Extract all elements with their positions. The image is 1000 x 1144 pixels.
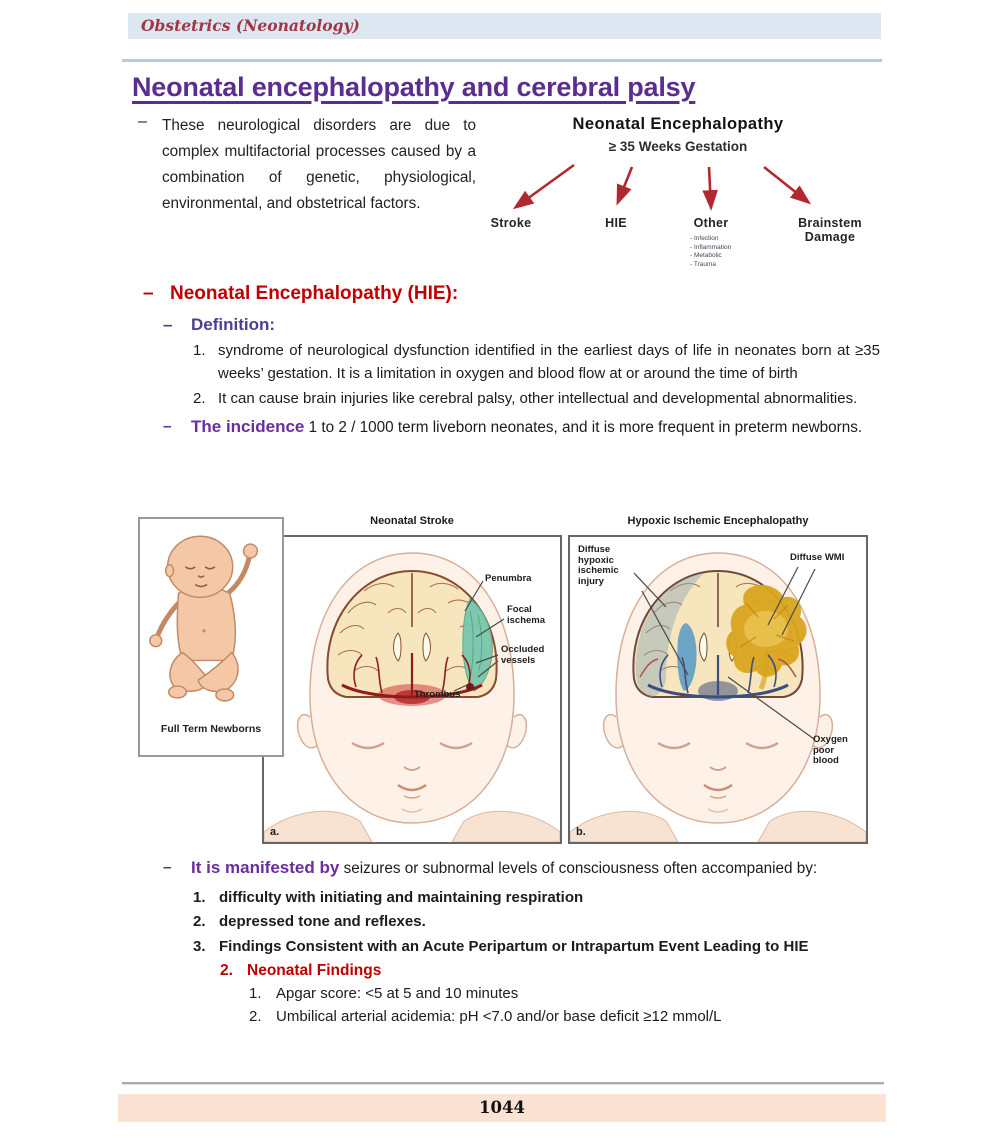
other-cause-item: - Infection — [690, 235, 719, 242]
hie-section — [132, 281, 880, 440]
page-number: 1044 — [479, 1098, 525, 1117]
other-cause-item: - Trauma — [690, 260, 717, 268]
arrow-icon — [516, 165, 808, 207]
other-cause-item: - Inflammation — [690, 243, 732, 251]
label-diffuse-hypoxic-ischemic-injury: Diffuse hypoxic ischemic injury — [578, 544, 619, 587]
item-number: 2. — [249, 1008, 262, 1025]
incidence-lead: The incidence — [191, 417, 305, 436]
etiology-tree-diagram — [476, 113, 880, 271]
hie-panel-title: Hypoxic Ischemic Encephalopathy — [627, 515, 809, 527]
brain-injury-figure — [130, 509, 878, 856]
item-text: difficulty with initiating and maintaining respiration — [219, 888, 584, 906]
other-cause-item: - Metabolic — [690, 252, 722, 259]
footer-bar — [118, 1094, 886, 1122]
bullet-dash: – — [163, 315, 173, 334]
item-number: 2. — [220, 962, 233, 979]
manifested-by-body: seizures or subnormal levels of consciousness often accompanied by: — [339, 860, 818, 877]
branch-brainstem-damage: Brainstem Damage — [798, 216, 862, 244]
header-band — [128, 13, 881, 39]
manifestation-item-2 — [193, 910, 880, 934]
bullet-dash: – — [143, 283, 154, 304]
label-penumbra: Penumbra — [485, 573, 532, 584]
hie-panel — [568, 535, 868, 844]
item-text: Findings Consistent with an Acute Peripartum or Intrapartum Event Leading to HIE — [219, 937, 809, 955]
manifestation-item-3 — [193, 935, 880, 959]
intro-text: These neurological disorders are due to complex multifactorial processes caused by a combination of genetic, physiological, environmental, and obstetrical factors. — [162, 117, 476, 212]
hie-heading-row — [132, 281, 880, 307]
manifested-by-lead: It is manifested by — [191, 858, 340, 877]
item-number: 1. — [193, 342, 206, 359]
footer-divider — [122, 1082, 884, 1084]
item-number: 2. — [193, 913, 206, 930]
finding-item-2 — [249, 1005, 880, 1028]
item-text: Umbilical arterial acidemia: pH <7.0 and/or base deficit ≥12 mmol/L — [276, 1008, 722, 1025]
item-number: 1. — [249, 985, 262, 1002]
definition-heading-row — [163, 313, 880, 337]
bullet-dash: – — [163, 418, 172, 435]
header-title: Obstetrics (Neonatology) — [141, 16, 360, 35]
header-divider — [122, 59, 882, 62]
label-occluded-vessels: Occluded vessels — [501, 644, 545, 666]
stroke-panel-title: Neonatal Stroke — [370, 515, 454, 527]
branch-other: Other — [693, 216, 729, 230]
item-text: syndrome of neurological dysfunction identified in the earliest days of life in neonates born at ≥35 weeks’ gestation. It is a limitation in oxygen and blood flow at or around the time of birth — [218, 342, 880, 382]
stroke-panel — [262, 535, 562, 844]
item-text: It can cause brain injuries like cerebral palsy, other intellectual and developmental abnormalities. — [218, 390, 858, 407]
panel-b-label: b. — [576, 826, 586, 838]
label-oxygen-poor-blood: Oxygen poor blood — [813, 734, 848, 766]
tree-subtitle: ≥ 35 Weeks Gestation — [608, 139, 748, 154]
page-title: Neonatal encephalopathy and cerebral palsy — [132, 72, 696, 102]
intro-paragraph — [132, 113, 476, 271]
definition-item-1 — [193, 339, 880, 385]
item-text: depressed tone and reflexes. — [219, 913, 426, 930]
branch-stroke: Stroke — [490, 216, 532, 230]
neonatal-findings-text: Neonatal Findings — [247, 962, 382, 979]
item-number: 1. — [193, 888, 206, 906]
newborn-caption: Full Term Newborns — [160, 723, 262, 735]
newborn-inset-box — [138, 517, 284, 757]
manifestation-item-1 — [193, 886, 880, 910]
panel-a-label: a. — [270, 826, 280, 838]
neonatal-findings-heading — [220, 959, 880, 982]
incidence-row — [132, 415, 880, 440]
incidence-body: 1 to 2 / 1000 term liveborn neonates, and it is more frequent in preterm newborns. — [304, 419, 863, 436]
manifested-by-text — [191, 856, 880, 881]
tree-title: Neonatal Encephalopathy — [572, 115, 784, 133]
hie-heading: Neonatal Encephalopathy (HIE): — [170, 283, 459, 304]
label-diffuse-wmi: Diffuse WMI — [790, 552, 845, 563]
label-focal-ischemia: Focal ischema — [507, 604, 546, 626]
definition-heading: Definition: — [191, 315, 276, 334]
intro-row — [132, 113, 880, 271]
tree-arrows — [476, 113, 880, 271]
bullet-dash: – — [138, 113, 147, 130]
manifested-by-row — [132, 856, 880, 881]
branch-hie: HIE — [605, 216, 627, 230]
finding-item-1 — [249, 982, 880, 1005]
label-thrombus: Thrombus — [414, 689, 461, 700]
other-causes-list — [690, 235, 731, 269]
item-number: 2. — [193, 390, 206, 407]
bullet-dash: – — [163, 859, 172, 876]
definition-item-2 — [193, 387, 880, 410]
newborn-illustration — [141, 521, 281, 721]
item-number: 3. — [193, 937, 206, 955]
manifestations-section — [132, 856, 880, 1028]
item-text: Apgar score: <5 at 5 and 10 minutes — [276, 985, 519, 1002]
incidence-text — [191, 415, 880, 440]
